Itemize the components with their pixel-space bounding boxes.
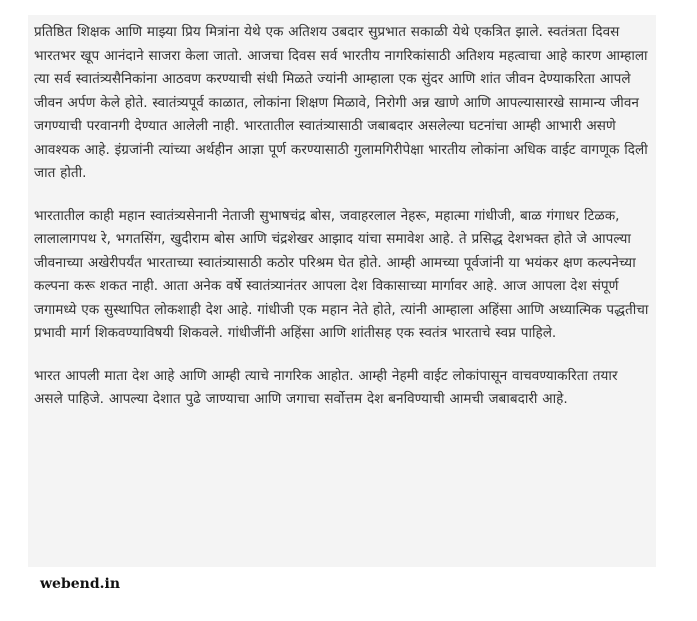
- essay-paragraph-3: भारत आपली माता देश आहे आणि आम्ही त्याचे नागरिक आहोत. आम्ही नेहमी वाईट लोकांपासून वाचवण्याकरिता तयार असले पाहिजे. आपल्या देशात पुढे जाण्याचा आणि जगाचा सर्वोत्तम देश बनविण्याची आमची जबाबदारी आहे.: [34, 367, 618, 407]
- essay-paragraph-2: भारतातील काही महान स्वातंत्र्यसेनानी नेताजी सुभाषचंद्र बोस, जवाहरलाल नेहरू, महात्मा गांधीजी, बाळ गंगाधर टिळक, लालालागपथ रे, भगतसिंग, खुदीराम बोस आणि चंद्रशेखर आझाद यांचा समावेश आहे. ते प्रसिद्ध देशभक्त होते जे आपल्या जीवनाच्या अखेरीपर्यंत भारताच्या स्वातंत्र्यासाठी कठोर परिश्रम घेत होते. आम्ही आमच्या पूर्वजांनी या भयंकर क्षण कल्पनेच्या कल्पना करू शकत नाही. आता अनेक वर्षे स्वातंत्र्यानंतर आपला देश विकासाच्या मार्गावर आहे. आज आपला देश संपूर्ण जगामध्ये एक सुस्थापित लोकशाही देश आहे. गांधीजी एक महान नेते होते, त्यांनी आम्हाला अहिंसा आणि अध्यात्मिक पद्धतीचा प्रभावी मार्ग शिकवण्याविषयी शिकवले. गांधीजींनी अहिंसा आणि शांतीसह एक स्वतंत्र भारताचे स्वप्न पाहिले.: [34, 207, 649, 341]
- source-watermark: webend.in: [40, 576, 120, 592]
- essay-paragraph-1: प्रतिष्ठित शिक्षक आणि माझ्या प्रिय मित्रांना येथे एक अतिशय उबदार सुप्रभात सकाळी येथे एकत्रित झाले. स्वतंत्रता दिवस भारतभर खूप आनंदाने साजरा केला जातो. आजचा दिवस सर्व भारतीय नागरिकांसाठी अतिशय महत्वाचा आहे कारण आम्हाला त्या सर्व स्वातंत्र्यसैनिकांना आठवण करण्याची संधी मिळते ज्यांनी आम्हाला एक सुंदर आणि शांत जीवन देण्याकरिता आपले जीवन अर्पण केले होते. स्वातंत्र्यपूर्व काळात, लोकांना शिक्षण मिळावे, निरोगी अन्न खाणे आणि आपल्यासारखे सामान्य जीवन जगण्याची परवानगी देण्यात आलेली नाही. भारतातील स्वातंत्र्यासाठी जबाबदार असलेल्या घटनांचा आम्ही आभारी असणे आवश्यक आहे. इंग्रजांनी त्यांच्या अर्थहीन आज्ञा पूर्ण करण्यासाठी गुलामगिरीपेक्षा भारतीय लोकांना अधिक वाईट वागणूक दिली जात होती.: [34, 24, 648, 181]
- essay-text-panel: [28, 15, 656, 567]
